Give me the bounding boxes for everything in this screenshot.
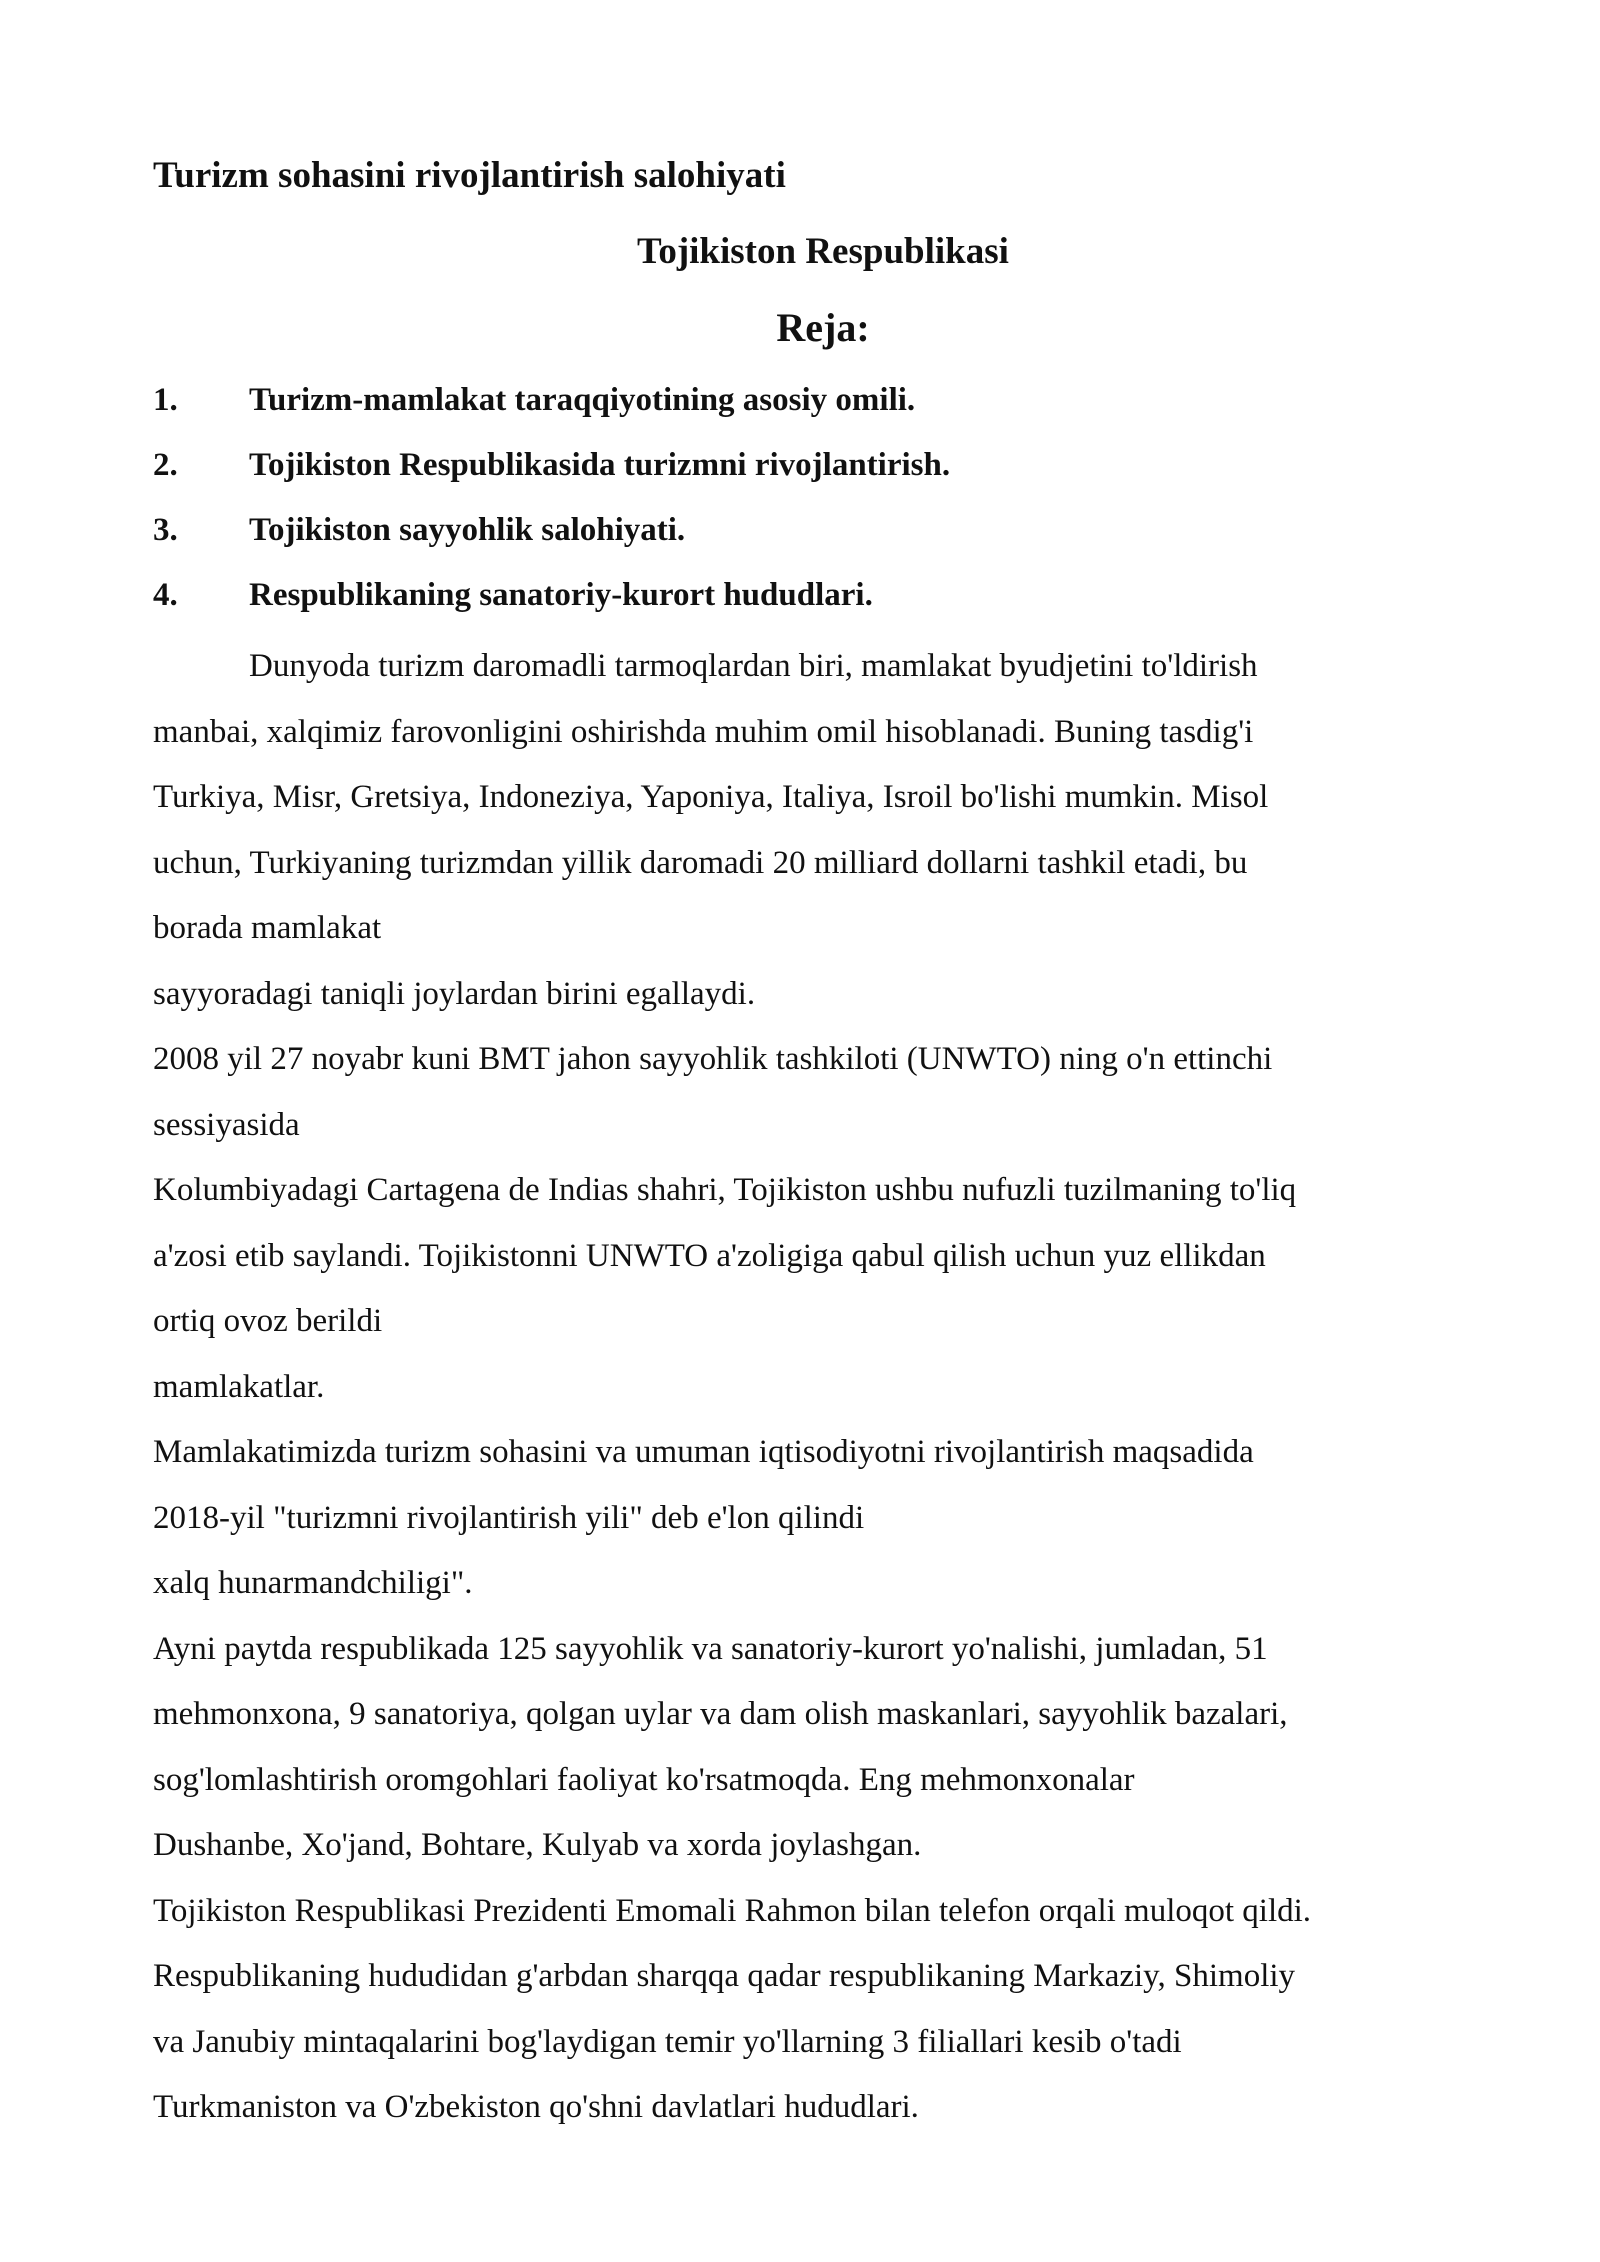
plan-item-text: Respublikaning sanatoriy-kurort hududlari.	[249, 577, 873, 613]
body-line: Kolumbiyadagi Cartagena de Indias shahri, Tojikiston ushbu nufuzli tuzilmaning to'liq	[153, 1172, 1297, 1208]
document-title: Turizm sohasini rivojlantirish salohiyati	[153, 155, 786, 196]
body-line: va Janubiy mintaqalarini bog'laydigan temir yo'llarning 3 filiallari kesib o'tadi	[153, 2023, 1182, 2060]
body-line: Turkiya, Misr, Gretsiya, Indoneziya, Yaponiya, Italiya, Isroil bo'lishi mumkin. Misol	[153, 779, 1269, 815]
plan-item-number: 3.	[153, 512, 178, 548]
body-line: Dushanbe, Xo'jand, Bohtare, Kulyab va xorda joylashgan.	[153, 1827, 922, 1863]
body-line: Turkmaniston va O'zbekiston qo'shni davlatlari hududlari.	[153, 2089, 919, 2125]
body-line: mehmonxona, 9 sanatoriya, qolgan uylar va dam olish maskanlari, sayyohlik bazalari,	[153, 1696, 1288, 1732]
plan-item-text: Tojikiston Respublikasida turizmni rivojlantirish.	[249, 447, 951, 483]
body-line: Respublikaning hududidan g'arbdan sharqqa qadar respublikaning Markaziy, Shimoliy	[153, 1958, 1296, 1994]
body-line: sog'lomlashtirish oromgohlari faoliyat ko'rsatmoqda. Eng mehmonxonalar	[153, 1761, 1135, 1798]
body-line: Tojikiston Respublikasi Prezidenti Emomali Rahmon bilan telefon orqali muloqot qildi.	[153, 1892, 1312, 1929]
body-line: 2018-yil "turizmni rivojlantirish yili" deb e'lon qilindi	[153, 1499, 865, 1536]
body-line: borada mamlakat	[153, 910, 382, 946]
document-subtitle: Tojikiston Respublikasi	[637, 231, 1009, 272]
body-line: a'zosi etib saylandi. Tojikistonni UNWTO a'zoligiga qabul qilish uchun yuz ellikdan	[153, 1237, 1266, 1274]
body-line: Dunyoda turizm daromadli tarmoqlardan biri, mamlakat byudjetini to'ldirish	[249, 648, 1258, 684]
plan-heading: Reja:	[776, 305, 870, 350]
body-line: mamlakatlar.	[153, 1368, 325, 1405]
plan-item-text: Tojikiston sayyohlik salohiyati.	[249, 512, 686, 548]
body-line: uchun, Turkiyaning turizmdan yillik daromadi 20 milliard dollarni tashkil etadi, bu	[153, 844, 1248, 881]
plan-item-number: 4.	[153, 577, 178, 613]
body-line: 2008 yil 27 noyabr kuni BMT jahon sayyohlik tashkiloti (UNWTO) ning o'n ettinchi	[153, 1041, 1273, 1077]
body-line: Ayni paytda respublikada 125 sayyohlik va sanatoriy-kurort yo'nalishi, jumladan, 51	[153, 1630, 1268, 1667]
body-line: sessiyasida	[153, 1106, 300, 1143]
body-line: ortiq ovoz berildi	[153, 1303, 383, 1339]
body-line: xalq hunarmandchiligi".	[153, 1565, 473, 1601]
body-line: sayyoradagi taniqli joylardan birini egallaydi.	[153, 975, 756, 1012]
plan-item-number: 1.	[153, 382, 178, 418]
body-line: Mamlakatimizda turizm sohasini va umuman iqtisodiyotni rivojlantirish maqsadida	[153, 1434, 1254, 1470]
plan-item-number: 2.	[153, 447, 178, 483]
body-line: manbai, xalqimiz farovonligini oshirishda muhim omil hisoblanadi. Buning tasdig'i	[153, 713, 1254, 750]
body-text	[153, 634, 1311, 2141]
plan-item-text: Turizm-mamlakat taraqqiyotining asosiy omili.	[249, 382, 916, 418]
